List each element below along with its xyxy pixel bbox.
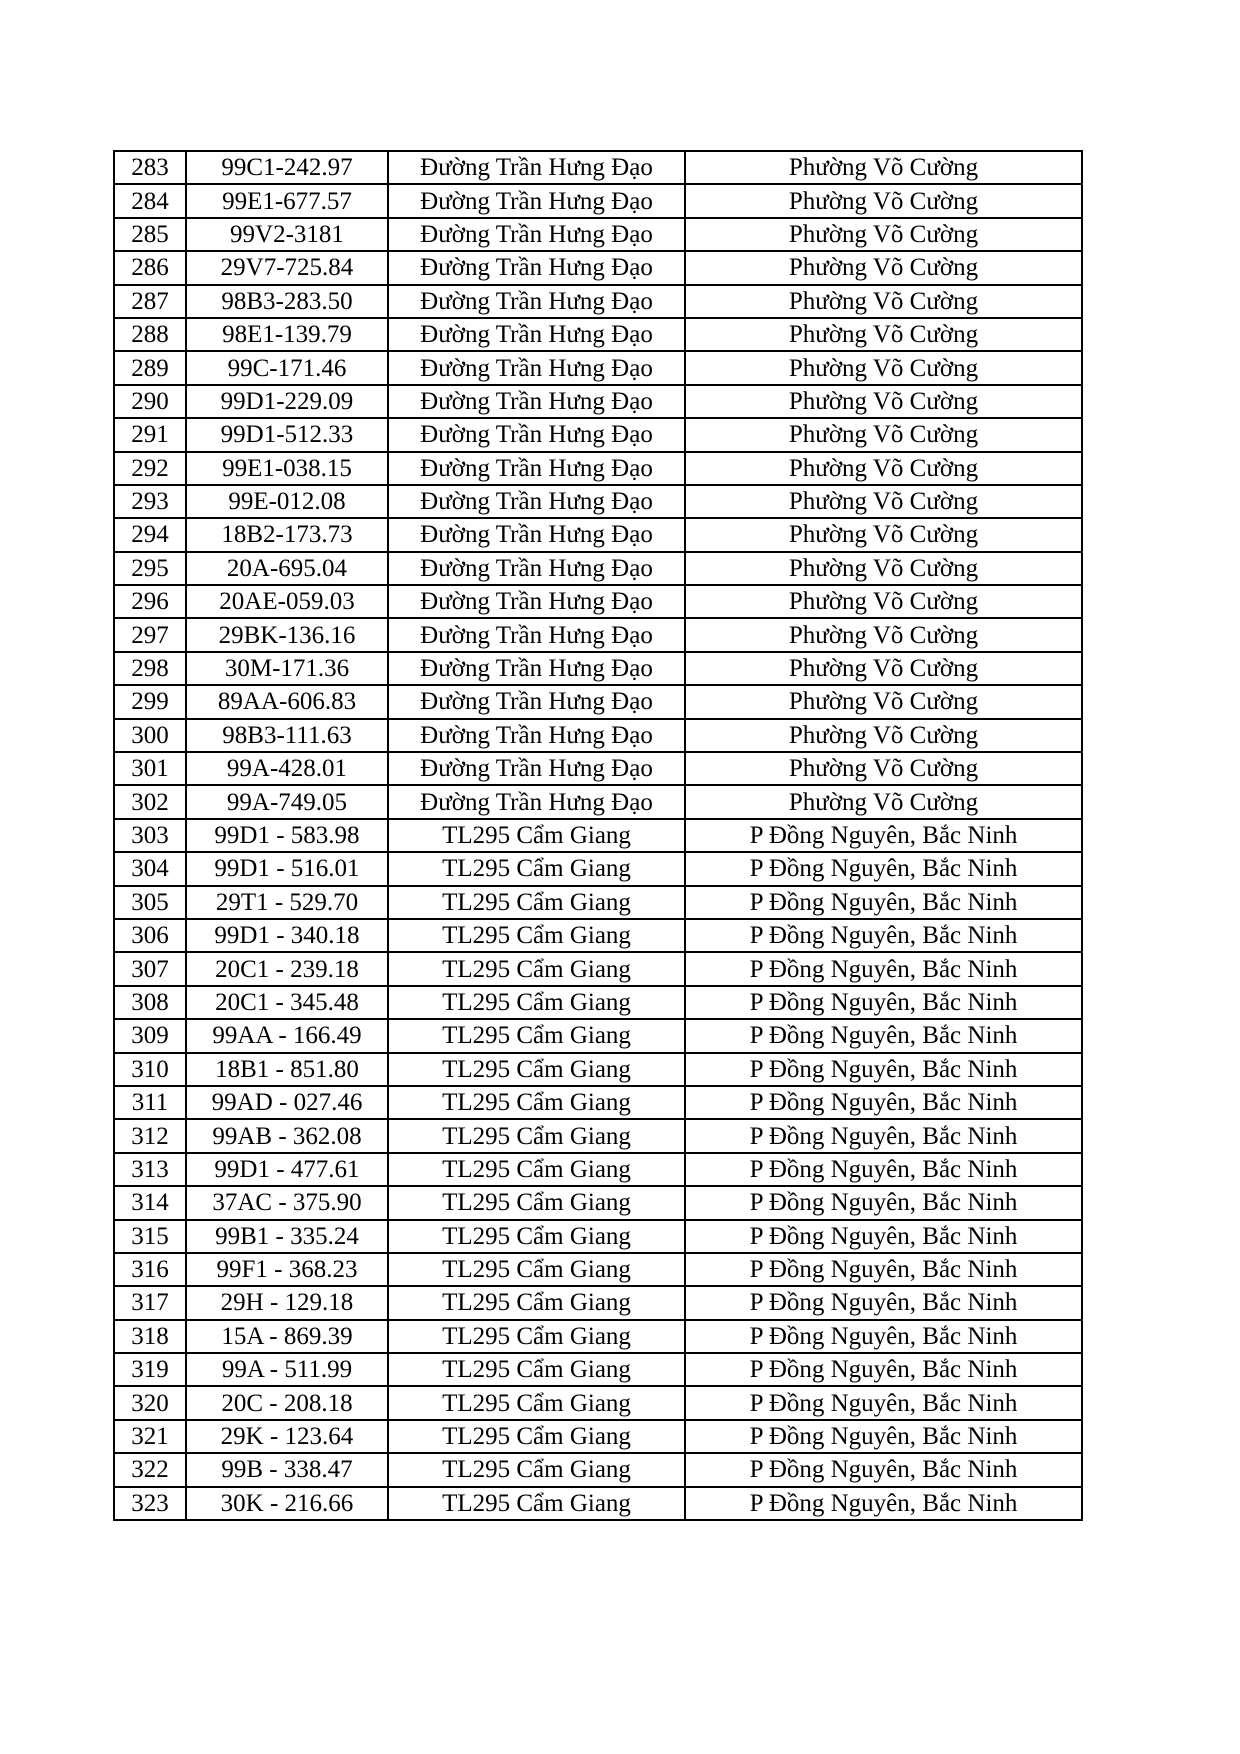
table-row [114,1053,1082,1086]
row-number-cell: 293 [114,485,186,518]
table-row [114,1353,1082,1386]
row-number-cell: 290 [114,385,186,418]
row-number-cell: 320 [114,1386,186,1419]
ward-cell: Phường Võ Cường [685,618,1082,651]
table-row [114,151,1082,184]
license-plate-cell: 99A-749.05 [186,785,388,818]
row-number-cell: 309 [114,1019,186,1052]
road-cell: TL295 Cẩm Giang [388,919,685,952]
row-number-cell: 302 [114,785,186,818]
ward-cell: P Đồng Nguyên, Bắc Ninh [685,1086,1082,1119]
row-number-cell: 318 [114,1320,186,1353]
ward-cell: P Đồng Nguyên, Bắc Ninh [685,1420,1082,1453]
table-row [114,1286,1082,1319]
table-row [114,1119,1082,1152]
road-cell: Đường Trần Hưng Đạo [388,285,685,318]
road-cell: Đường Trần Hưng Đạo [388,618,685,651]
row-number-cell: 283 [114,151,186,184]
road-cell: Đường Trần Hưng Đạo [388,218,685,251]
ward-cell: P Đồng Nguyên, Bắc Ninh [685,1119,1082,1152]
road-cell: Đường Trần Hưng Đạo [388,251,685,284]
table-row [114,251,1082,284]
ward-cell: P Đồng Nguyên, Bắc Ninh [685,1353,1082,1386]
row-number-cell: 306 [114,919,186,952]
license-plate-cell: 99F1 - 368.23 [186,1253,388,1286]
table-row [114,1253,1082,1286]
road-cell: TL295 Cẩm Giang [388,1153,685,1186]
ward-cell: P Đồng Nguyên, Bắc Ninh [685,1253,1082,1286]
ward-cell: P Đồng Nguyên, Bắc Ninh [685,1153,1082,1186]
road-cell: Đường Trần Hưng Đạo [388,719,685,752]
row-number-cell: 298 [114,652,186,685]
road-cell: Đường Trần Hưng Đạo [388,351,685,384]
license-plate-cell: 98E1-139.79 [186,318,388,351]
road-cell: TL295 Cẩm Giang [388,1353,685,1386]
license-plate-cell: 99E-012.08 [186,485,388,518]
table-row [114,652,1082,685]
table-row [114,618,1082,651]
road-cell: Đường Trần Hưng Đạo [388,585,685,618]
row-number-cell: 311 [114,1086,186,1119]
ward-cell: Phường Võ Cường [685,452,1082,485]
ward-cell: Phường Võ Cường [685,418,1082,451]
license-plate-cell: 30M-171.36 [186,652,388,685]
ward-cell: Phường Võ Cường [685,184,1082,217]
row-number-cell: 284 [114,184,186,217]
road-cell: Đường Trần Hưng Đạo [388,452,685,485]
row-number-cell: 289 [114,351,186,384]
ward-cell: P Đồng Nguyên, Bắc Ninh [685,919,1082,952]
road-cell: TL295 Cẩm Giang [388,1253,685,1286]
ward-cell: Phường Võ Cường [685,518,1082,551]
ward-cell: P Đồng Nguyên, Bắc Ninh [685,952,1082,985]
row-number-cell: 322 [114,1453,186,1486]
table-row [114,986,1082,1019]
road-cell: Đường Trần Hưng Đạo [388,184,685,217]
table-row [114,1153,1082,1186]
ward-cell: Phường Võ Cường [685,652,1082,685]
ward-cell: P Đồng Nguyên, Bắc Ninh [685,1220,1082,1253]
ward-cell: Phường Võ Cường [685,285,1082,318]
road-cell: TL295 Cẩm Giang [388,1186,685,1219]
row-number-cell: 308 [114,986,186,1019]
ward-cell: Phường Võ Cường [685,552,1082,585]
license-plate-cell: 99D1 - 583.98 [186,819,388,852]
ward-cell: P Đồng Nguyên, Bắc Ninh [685,1487,1082,1520]
vehicle-violation-table [113,150,1083,1521]
ward-cell: Phường Võ Cường [685,719,1082,752]
row-number-cell: 310 [114,1053,186,1086]
table-row [114,1086,1082,1119]
road-cell: Đường Trần Hưng Đạo [388,785,685,818]
road-cell: TL295 Cẩm Giang [388,1286,685,1319]
ward-cell: P Đồng Nguyên, Bắc Ninh [685,1453,1082,1486]
table-row [114,1019,1082,1052]
table-row [114,552,1082,585]
road-cell: TL295 Cẩm Giang [388,1453,685,1486]
license-plate-cell: 18B2-173.73 [186,518,388,551]
road-cell: Đường Trần Hưng Đạo [388,385,685,418]
ward-cell: P Đồng Nguyên, Bắc Ninh [685,1186,1082,1219]
table-row [114,886,1082,919]
license-plate-cell: 99C1-242.97 [186,151,388,184]
row-number-cell: 321 [114,1420,186,1453]
table-row [114,752,1082,785]
row-number-cell: 303 [114,819,186,852]
license-plate-cell: 99B - 338.47 [186,1453,388,1486]
road-cell: Đường Trần Hưng Đạo [388,418,685,451]
table-row [114,1186,1082,1219]
ward-cell: Phường Võ Cường [685,752,1082,785]
row-number-cell: 299 [114,685,186,718]
license-plate-cell: 99D1-229.09 [186,385,388,418]
ward-cell: P Đồng Nguyên, Bắc Ninh [685,886,1082,919]
ward-cell: Phường Võ Cường [685,218,1082,251]
table-row [114,518,1082,551]
license-plate-cell: 99D1-512.33 [186,418,388,451]
table-row [114,485,1082,518]
ward-cell: P Đồng Nguyên, Bắc Ninh [685,1286,1082,1319]
license-plate-cell: 99D1 - 340.18 [186,919,388,952]
road-cell: TL295 Cẩm Giang [388,1487,685,1520]
row-number-cell: 300 [114,719,186,752]
row-number-cell: 285 [114,218,186,251]
road-cell: TL295 Cẩm Giang [388,1053,685,1086]
table-row [114,351,1082,384]
ward-cell: Phường Võ Cường [685,585,1082,618]
table-row [114,1487,1082,1520]
table-row [114,719,1082,752]
road-cell: TL295 Cẩm Giang [388,1420,685,1453]
license-plate-cell: 99B1 - 335.24 [186,1220,388,1253]
table-row [114,1386,1082,1419]
table-row [114,1320,1082,1353]
license-plate-cell: 20C1 - 345.48 [186,986,388,1019]
ward-cell: Phường Võ Cường [685,785,1082,818]
table-row [114,585,1082,618]
ward-cell: Phường Võ Cường [685,151,1082,184]
license-plate-cell: 29H - 129.18 [186,1286,388,1319]
road-cell: Đường Trần Hưng Đạo [388,485,685,518]
table-row [114,685,1082,718]
ward-cell: Phường Võ Cường [685,251,1082,284]
table-body [114,151,1082,1520]
road-cell: Đường Trần Hưng Đạo [388,552,685,585]
license-plate-cell: 29V7-725.84 [186,251,388,284]
license-plate-cell: 99AB - 362.08 [186,1119,388,1152]
license-plate-cell: 99A-428.01 [186,752,388,785]
license-plate-cell: 15A - 869.39 [186,1320,388,1353]
license-plate-cell: 20C - 208.18 [186,1386,388,1419]
table-row [114,452,1082,485]
row-number-cell: 314 [114,1186,186,1219]
ward-cell: Phường Võ Cường [685,318,1082,351]
license-plate-cell: 29K - 123.64 [186,1420,388,1453]
table-row [114,184,1082,217]
ward-cell: Phường Võ Cường [685,385,1082,418]
road-cell: TL295 Cẩm Giang [388,952,685,985]
row-number-cell: 288 [114,318,186,351]
road-cell: Đường Trần Hưng Đạo [388,318,685,351]
road-cell: Đường Trần Hưng Đạo [388,685,685,718]
row-number-cell: 313 [114,1153,186,1186]
row-number-cell: 315 [114,1220,186,1253]
row-number-cell: 312 [114,1119,186,1152]
ward-cell: P Đồng Nguyên, Bắc Ninh [685,852,1082,885]
row-number-cell: 316 [114,1253,186,1286]
license-plate-cell: 37AC - 375.90 [186,1186,388,1219]
ward-cell: Phường Võ Cường [685,685,1082,718]
row-number-cell: 292 [114,452,186,485]
license-plate-cell: 99D1 - 477.61 [186,1153,388,1186]
table-row [114,919,1082,952]
road-cell: TL295 Cẩm Giang [388,886,685,919]
ward-cell: P Đồng Nguyên, Bắc Ninh [685,1019,1082,1052]
row-number-cell: 301 [114,752,186,785]
license-plate-cell: 99E1-038.15 [186,452,388,485]
row-number-cell: 286 [114,251,186,284]
table-row [114,285,1082,318]
license-plate-cell: 20AE-059.03 [186,585,388,618]
license-plate-cell: 29BK-136.16 [186,618,388,651]
row-number-cell: 295 [114,552,186,585]
table-row [114,819,1082,852]
ward-cell: P Đồng Nguyên, Bắc Ninh [685,1386,1082,1419]
road-cell: TL295 Cẩm Giang [388,1119,685,1152]
license-plate-cell: 99D1 - 516.01 [186,852,388,885]
license-plate-cell: 20C1 - 239.18 [186,952,388,985]
license-plate-cell: 20A-695.04 [186,552,388,585]
license-plate-cell: 89AA-606.83 [186,685,388,718]
row-number-cell: 323 [114,1487,186,1520]
road-cell: Đường Trần Hưng Đạo [388,518,685,551]
table-row [114,852,1082,885]
table-row [114,952,1082,985]
table-row [114,218,1082,251]
license-plate-cell: 99C-171.46 [186,351,388,384]
row-number-cell: 319 [114,1353,186,1386]
license-plate-cell: 30K - 216.66 [186,1487,388,1520]
table-row [114,318,1082,351]
row-number-cell: 305 [114,886,186,919]
row-number-cell: 294 [114,518,186,551]
row-number-cell: 296 [114,585,186,618]
road-cell: TL295 Cẩm Giang [388,1320,685,1353]
table-row [114,1420,1082,1453]
license-plate-cell: 18B1 - 851.80 [186,1053,388,1086]
road-cell: TL295 Cẩm Giang [388,1086,685,1119]
row-number-cell: 291 [114,418,186,451]
row-number-cell: 287 [114,285,186,318]
ward-cell: P Đồng Nguyên, Bắc Ninh [685,1320,1082,1353]
license-plate-cell: 99V2-3181 [186,218,388,251]
license-plate-cell: 29T1 - 529.70 [186,886,388,919]
road-cell: TL295 Cẩm Giang [388,1220,685,1253]
license-plate-cell: 99A - 511.99 [186,1353,388,1386]
road-cell: TL295 Cẩm Giang [388,1019,685,1052]
ward-cell: Phường Võ Cường [685,485,1082,518]
road-cell: TL295 Cẩm Giang [388,852,685,885]
license-plate-cell: 99AA - 166.49 [186,1019,388,1052]
road-cell: Đường Trần Hưng Đạo [388,151,685,184]
road-cell: Đường Trần Hưng Đạo [388,652,685,685]
ward-cell: P Đồng Nguyên, Bắc Ninh [685,1053,1082,1086]
road-cell: TL295 Cẩm Giang [388,1386,685,1419]
road-cell: Đường Trần Hưng Đạo [388,752,685,785]
row-number-cell: 297 [114,618,186,651]
row-number-cell: 317 [114,1286,186,1319]
table-row [114,785,1082,818]
table-row [114,385,1082,418]
license-plate-cell: 98B3-111.63 [186,719,388,752]
ward-cell: P Đồng Nguyên, Bắc Ninh [685,986,1082,1019]
road-cell: TL295 Cẩm Giang [388,986,685,1019]
row-number-cell: 307 [114,952,186,985]
table-row [114,418,1082,451]
license-plate-cell: 99AD - 027.46 [186,1086,388,1119]
license-plate-cell: 99E1-677.57 [186,184,388,217]
table-row [114,1453,1082,1486]
ward-cell: P Đồng Nguyên, Bắc Ninh [685,819,1082,852]
row-number-cell: 304 [114,852,186,885]
road-cell: TL295 Cẩm Giang [388,819,685,852]
license-plate-cell: 98B3-283.50 [186,285,388,318]
table-row [114,1220,1082,1253]
ward-cell: Phường Võ Cường [685,351,1082,384]
